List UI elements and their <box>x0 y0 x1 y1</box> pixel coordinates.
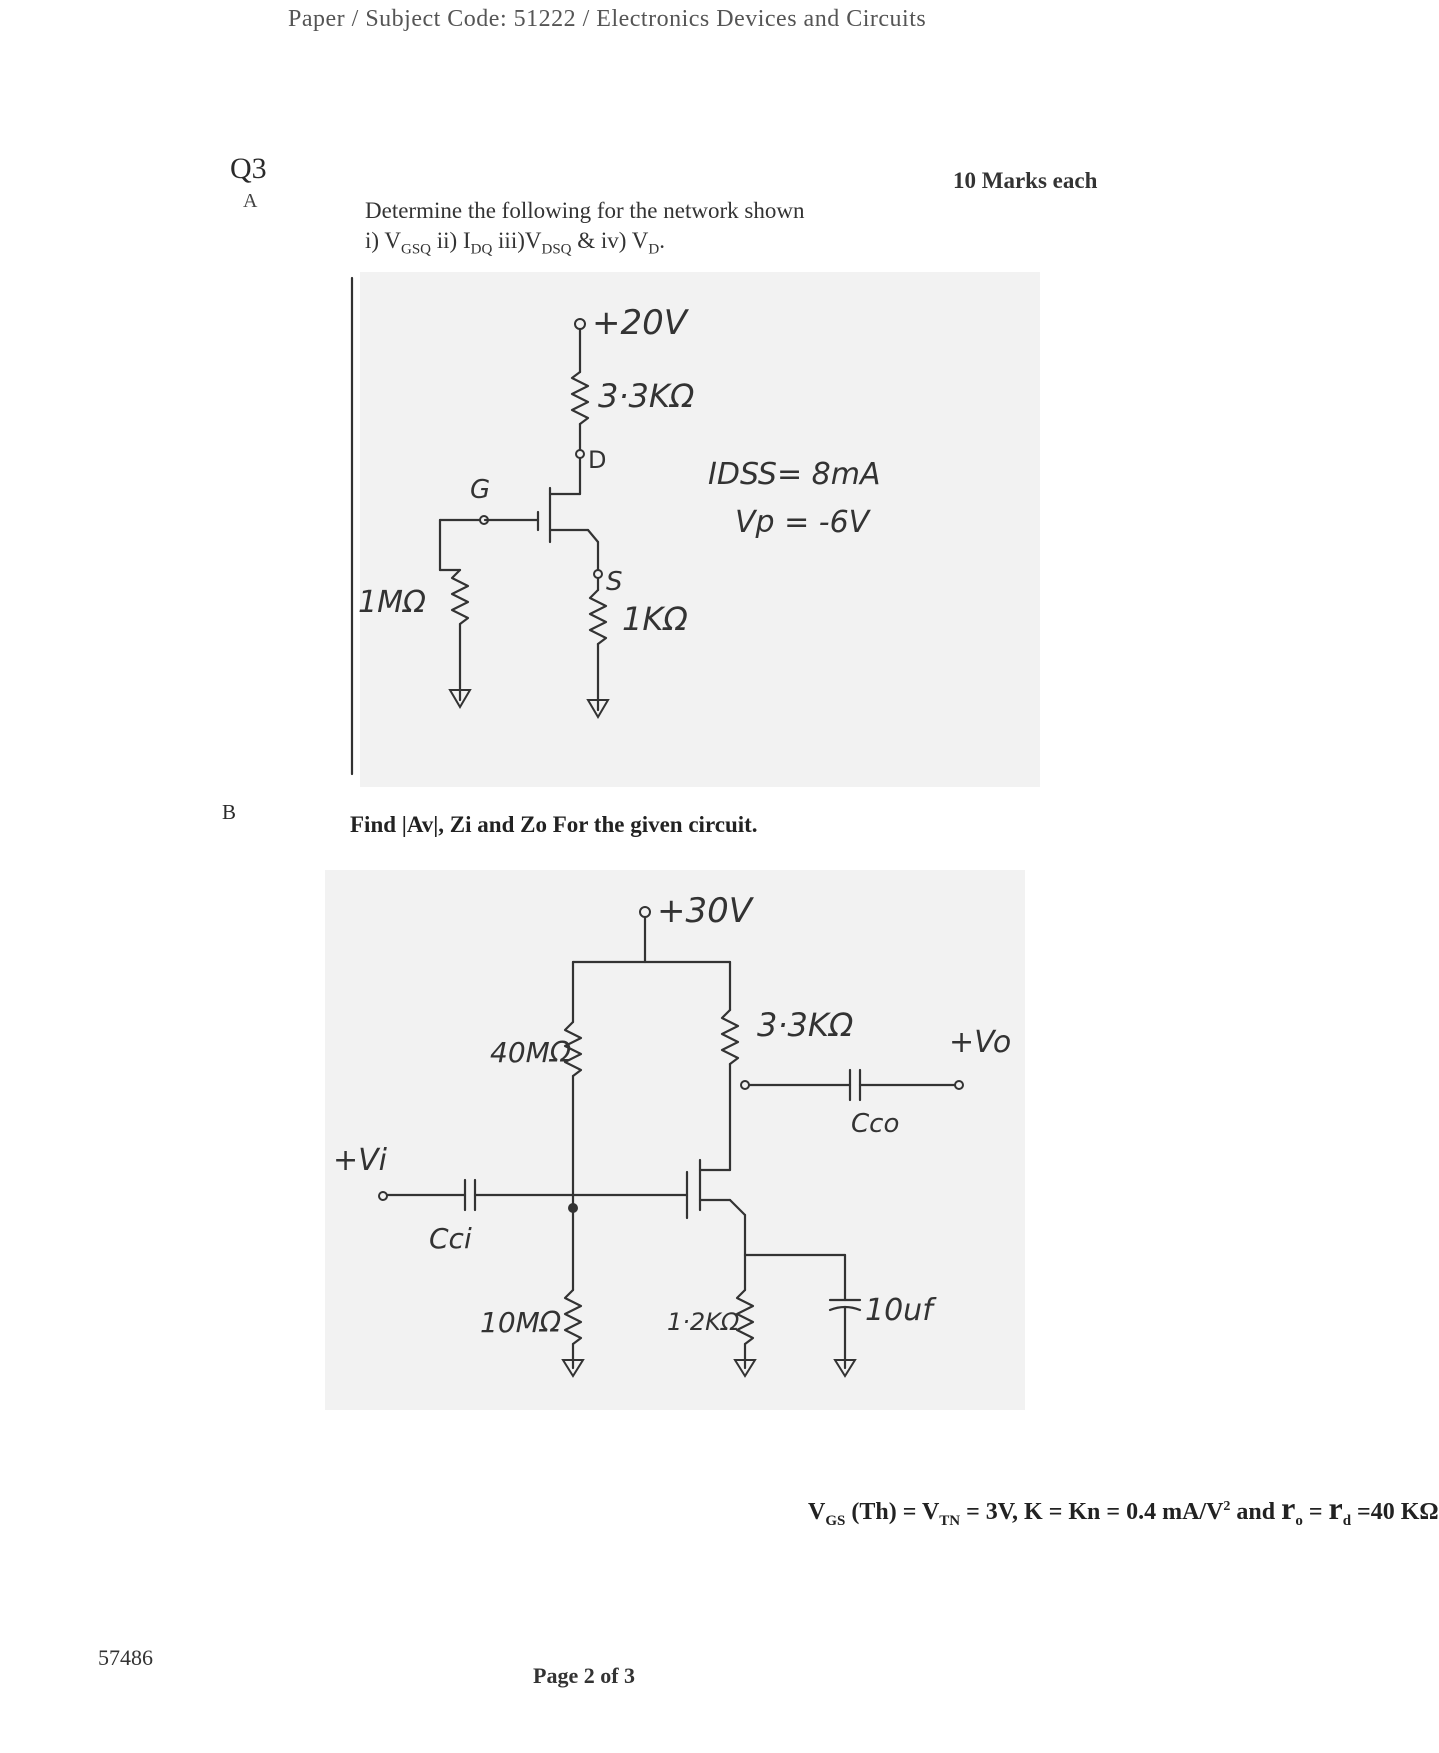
part-b-question: Find |Av|, Zi and Zo For the given circuit. <box>350 812 758 837</box>
cci-label: Cci <box>429 1222 472 1255</box>
footer-code: 57486 <box>98 1645 153 1670</box>
rd-label-b: 3·3KΩ <box>757 1006 854 1044</box>
circuit-b-diagram <box>325 870 1030 1415</box>
question-number: Q3 <box>230 152 267 185</box>
cs-label: 10uf <box>865 1293 933 1328</box>
part-a-question <box>365 196 804 265</box>
rs-label: 1KΩ <box>622 600 688 638</box>
idss-label: IDSS= 8mA <box>708 457 881 492</box>
part-a-items: i) $V_{GSQ}$ ii) $I_{DQ}$ $iii)V_{DSQ}$ & iv) $V_D$. <box>365 228 665 258</box>
rg-label: 1MΩ <box>358 585 426 620</box>
vp-label: Vp = -6V <box>735 505 870 540</box>
part-b-parameters: $V_{GS}$ $(Th) = V_{TN} = 3V$, K = Kn = 0.4 $mA/V^2$ and $r_o = r_d =40$ KΩ <box>808 1490 1439 1529</box>
source-label: S <box>606 567 623 597</box>
rs-label-b: 1·2KΩ <box>667 1308 740 1336</box>
vo-label: +Vo <box>949 1025 1012 1060</box>
vi-label: +Vi <box>333 1143 387 1178</box>
part-b-label: B <box>222 800 237 824</box>
r1-label: 40MΩ <box>490 1036 572 1069</box>
marks-label: 10 Marks each <box>953 168 1098 193</box>
drain-label: D <box>588 446 607 474</box>
gate-label: G <box>470 475 491 505</box>
supply-label: +20V <box>592 303 688 343</box>
page-header: Paper / Subject Code: 51222 / Electronics Devices and Circuits <box>288 6 927 32</box>
rd-label: 3·3KΩ <box>598 377 695 415</box>
part-a-line1: Determine the following for the network shown <box>365 198 805 223</box>
cco-label: Cco <box>851 1109 900 1139</box>
part-a-label: A <box>243 190 258 212</box>
page-number: Page 2 of 3 <box>533 1663 636 1688</box>
supply-label-b: +30V <box>657 891 753 931</box>
circuit-a-diagram <box>340 272 1040 792</box>
r2-label: 10MΩ <box>480 1306 562 1339</box>
